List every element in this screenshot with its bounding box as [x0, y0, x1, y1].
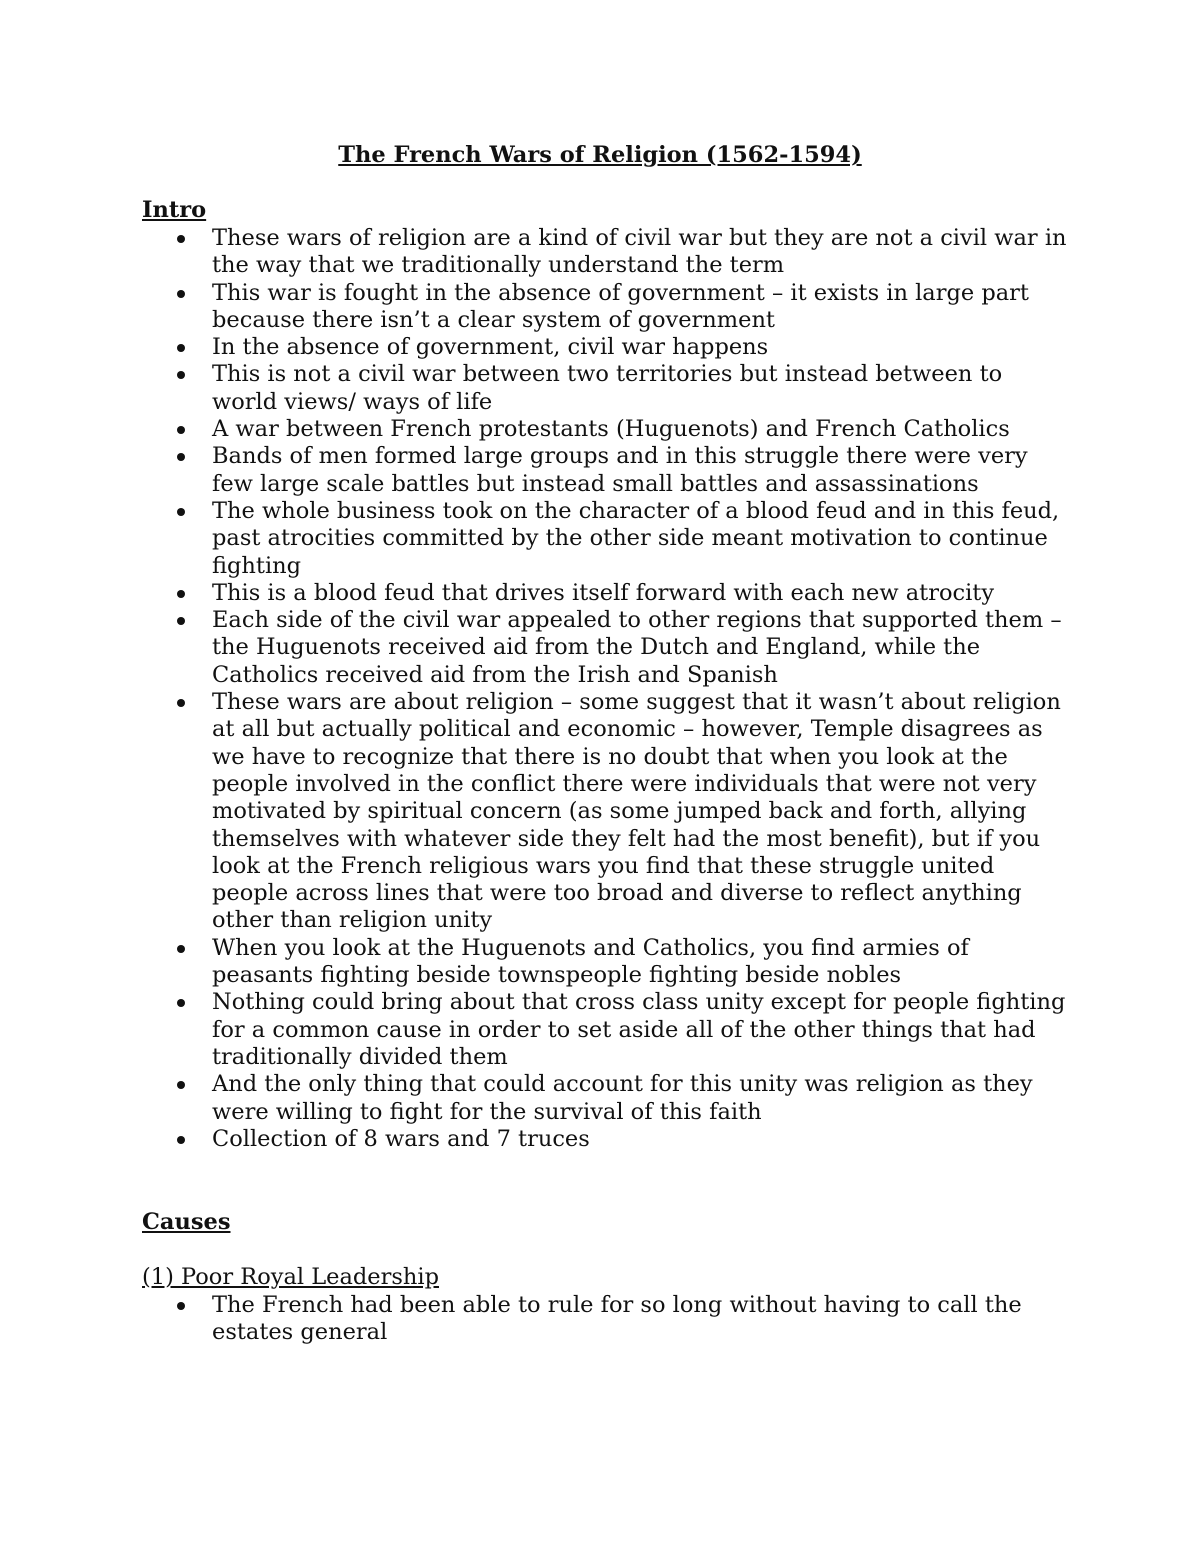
list-item: A war between French protestants (Huguenots) and French Catholics: [142, 416, 1072, 443]
list-item: This is not a civil war between two territories but instead between to world views/ ways of life: [142, 361, 1072, 416]
section-heading-causes: Causes: [142, 1209, 231, 1235]
list-item: The French had been able to rule for so long without having to call the estates general: [142, 1292, 1072, 1347]
list-item: Collection of 8 wars and 7 truces: [142, 1126, 1072, 1153]
list-item: These wars of religion are a kind of civil war but they are not a civil war in the way that we traditionally understand the term: [142, 225, 1072, 280]
causes-bullet-list: [142, 1292, 1072, 1347]
list-item: Each side of the civil war appealed to other regions that supported them – the Huguenots received aid from the Dutch and England, while the Catholics received aid from the Irish and Spanish: [142, 607, 1072, 689]
subsection-heading-poor-royal-leadership: (1) Poor Royal Leadership: [142, 1264, 439, 1290]
list-item: When you look at the Huguenots and Catholics, you find armies of peasants fighting beside townspeople fighting beside nobles: [142, 935, 1072, 990]
section-heading-intro: Intro: [142, 197, 207, 223]
intro-bullet-list: [142, 225, 1072, 1153]
list-item: The whole business took on the character of a blood feud and in this feud, past atrocities committed by the other side meant motivation to continue fighting: [142, 498, 1072, 580]
list-item: This war is fought in the absence of government – it exists in large part because there isn’t a clear system of government: [142, 280, 1072, 335]
list-item: Nothing could bring about that cross class unity except for people fighting for a common cause in order to set aside all of the other things that had traditionally divided them: [142, 989, 1072, 1071]
list-item: In the absence of government, civil war happens: [142, 334, 1072, 361]
list-item: And the only thing that could account for this unity was religion as they were willing to fight for the survival of this faith: [142, 1071, 1072, 1126]
document-title: The French Wars of Religion (1562-1594): [338, 142, 862, 168]
list-item: Bands of men formed large groups and in this struggle there were very few large scale battles but instead small battles and assassinations: [142, 443, 1072, 498]
list-item: This is a blood feud that drives itself forward with each new atrocity: [142, 580, 1072, 607]
list-item: These wars are about religion – some suggest that it wasn’t about religion at all but actually political and economic – however, Temple disagrees as we have to recognize that there is no doubt that when you look at the people involved in the conflict there were individuals that were not very motivated by spiritual concern (as some jumped back and forth, allying themselves with whatever side they felt had the most benefit), but if you look at the French religious wars you find that these struggle united people across lines that were too broad and diverse to reflect anything other than religion unity: [142, 689, 1072, 935]
